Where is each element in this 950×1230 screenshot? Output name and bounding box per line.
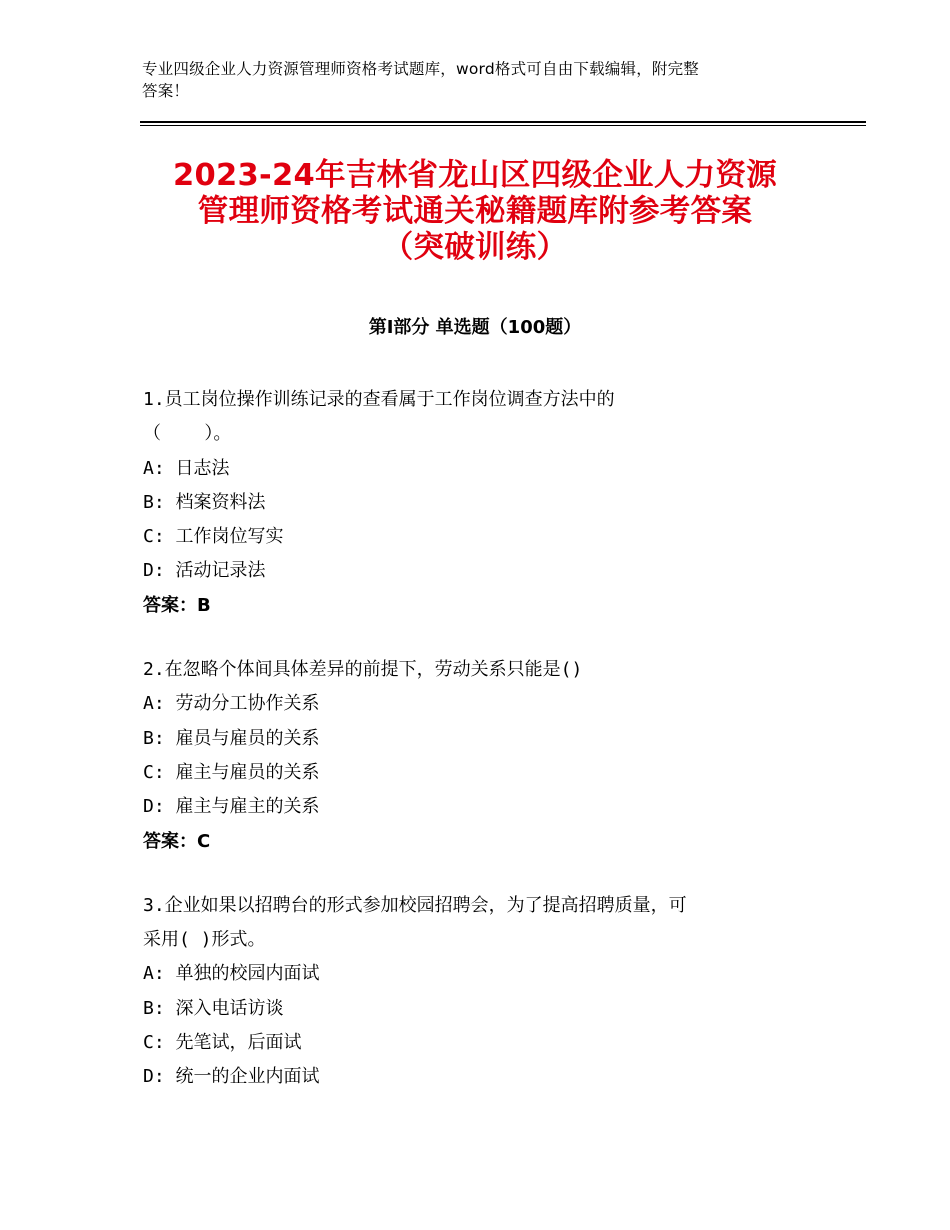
option-b: B: 深入电话访谈 [143, 997, 284, 1019]
option-b: B: 雇员与雇员的关系 [143, 727, 320, 749]
question-stem-line: 1.员工岗位操作训练记录的查看属于工作岗位调查方法中的 [143, 389, 615, 410]
question-2 [143, 653, 813, 859]
header-divider-thin [140, 125, 866, 126]
document-title-line-2: 管理师资格考试通关秘籍题库附参考答案 [197, 194, 753, 229]
question-list [143, 383, 813, 1125]
question-stem-line: （ ）。 [143, 423, 232, 445]
option-a: A: 单独的校园内面试 [143, 963, 320, 985]
question-stem-line: 3.企业如果以招聘台的形式参加校园招聘会，为了提高招聘质量，可 [143, 894, 687, 916]
header-note-line-2: 答案！ [142, 82, 190, 100]
question-1 [143, 383, 813, 623]
option-c: C: 雇主与雇员的关系 [143, 761, 320, 783]
option-d: D: 活动记录法 [143, 560, 266, 582]
section-heading: 第Ⅰ部分 单选题（100题） [368, 317, 582, 338]
document-title-line-1: 2023-24年吉林省龙山区四级企业人力资源 [172, 158, 778, 193]
option-a: A: 劳动分工协作关系 [143, 693, 320, 715]
option-a: A: 日志法 [143, 457, 230, 479]
question-3 [143, 889, 813, 1095]
option-c: C: 工作岗位写实 [143, 526, 284, 548]
document-title [130, 158, 820, 266]
header-note [142, 58, 812, 102]
question-stem-line: 2.在忽略个体间具体差异的前提下，劳动关系只能是() [143, 659, 583, 681]
header-note-line-1: 专业四级企业人力资源管理师资格考试题库，word格式可自由下载编辑，附完整 [142, 60, 700, 78]
answer-line: 答案：B [143, 594, 211, 616]
answer-line: 答案：C [143, 830, 211, 852]
option-d: D: 统一的企业内面试 [143, 1066, 320, 1088]
option-d: D: 雇主与雇主的关系 [143, 796, 320, 818]
header-divider-thick [140, 121, 866, 123]
option-b: B: 档案资料法 [143, 491, 266, 513]
document-title-line-3: （突破训练） [382, 230, 568, 265]
option-c: C: 先笔试，后面试 [143, 1032, 302, 1054]
question-stem-line: 采用( )形式。 [143, 929, 266, 951]
